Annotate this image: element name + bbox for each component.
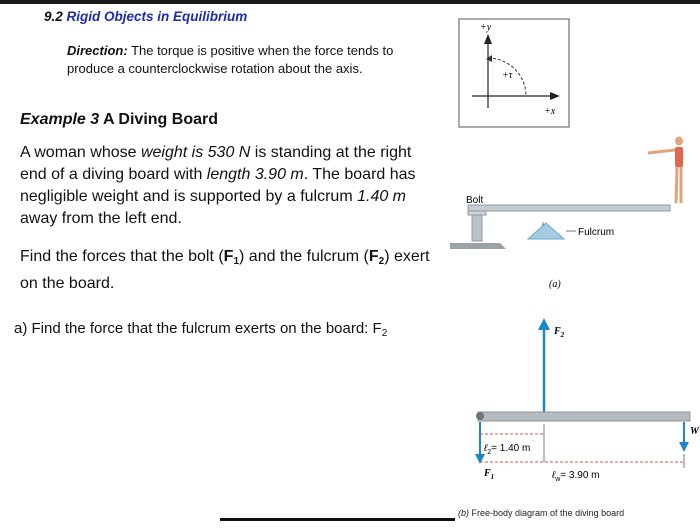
direction-label: Direction:: [67, 43, 128, 58]
question-text: a) Find the force that the fulcrum exerts on the board: F: [14, 320, 382, 337]
f1-subscript: 1: [233, 256, 240, 267]
f2-subscript: 2: [378, 256, 385, 267]
question-a: [14, 320, 387, 339]
x-arrowhead: [550, 92, 560, 100]
fulcrum-triangle: [528, 223, 564, 239]
section-title: Rigid Objects in Equilibrium: [66, 9, 248, 24]
torque-arrowhead: [486, 55, 492, 62]
w-label: W: [690, 426, 699, 437]
direction-text: The torque is positive when the force tends to produce a counterclockwise rotation about the axis.: [67, 43, 394, 76]
free-body-diagram: [468, 316, 700, 502]
f2-arrowhead: [538, 318, 550, 330]
torque-label: +τ: [502, 70, 513, 81]
example-name: A Diving Board: [103, 111, 218, 128]
top-border: [0, 0, 700, 4]
caption-text: Free-body diagram of the diving board: [471, 508, 625, 518]
l2-label: ℓ$_2$= 1.40 m: [484, 443, 531, 456]
body-text: . The board has negligible weight and is supported by a fulcrum: [20, 166, 416, 205]
body-text: A woman whose: [20, 144, 141, 161]
lw-label: ℓ$_w$= 3.90 m: [552, 470, 600, 483]
f1-symbol: F: [223, 248, 234, 265]
diving-board: [468, 205, 670, 211]
left-end-dot: [476, 412, 484, 420]
figure-caption: [458, 508, 624, 518]
f1-label: $F_1$: [484, 468, 495, 481]
weight-value: weight is 530 N: [140, 144, 251, 161]
ground-block: [450, 243, 506, 249]
find-text: Find the forces that the bolt (: [20, 248, 224, 265]
panel-a-label: (a): [549, 279, 561, 290]
example-label: Example 3: [20, 111, 100, 128]
y-axis-label: +y: [480, 22, 492, 33]
torque-axes-figure: [458, 18, 570, 128]
find-text: ) exert on the board.: [20, 248, 430, 292]
question-subscript: 2: [381, 328, 388, 339]
find-statement: [20, 246, 440, 295]
bolt-label: Bolt: [466, 195, 484, 206]
f2-label: $F_2$: [554, 326, 565, 339]
find-text: ) and the fulcrum (: [239, 248, 369, 265]
example-title: [20, 111, 218, 129]
body-text: is standing at the right end of a diving board with: [20, 144, 412, 183]
body-text: away from the left end.: [20, 210, 182, 227]
direction-note: [67, 42, 427, 78]
diver: [648, 137, 683, 204]
problem-statement: [20, 142, 440, 230]
board-body: [478, 412, 690, 421]
f2-symbol: F: [368, 248, 379, 265]
length-value: length 3.90 m: [206, 166, 304, 183]
caption-panel: (b): [458, 508, 469, 518]
w-arrowhead: [679, 442, 689, 452]
bottom-scrollbar[interactable]: [220, 518, 455, 521]
fulcrum-label: Fulcrum: [578, 227, 615, 238]
x-axis-label: +x: [544, 106, 556, 117]
diving-board-figure: [446, 135, 700, 305]
section-heading: [44, 9, 247, 24]
y-arrowhead: [484, 34, 492, 44]
fulcrum-distance: 1.40 m: [357, 188, 407, 205]
section-number: 9.2: [44, 9, 63, 24]
